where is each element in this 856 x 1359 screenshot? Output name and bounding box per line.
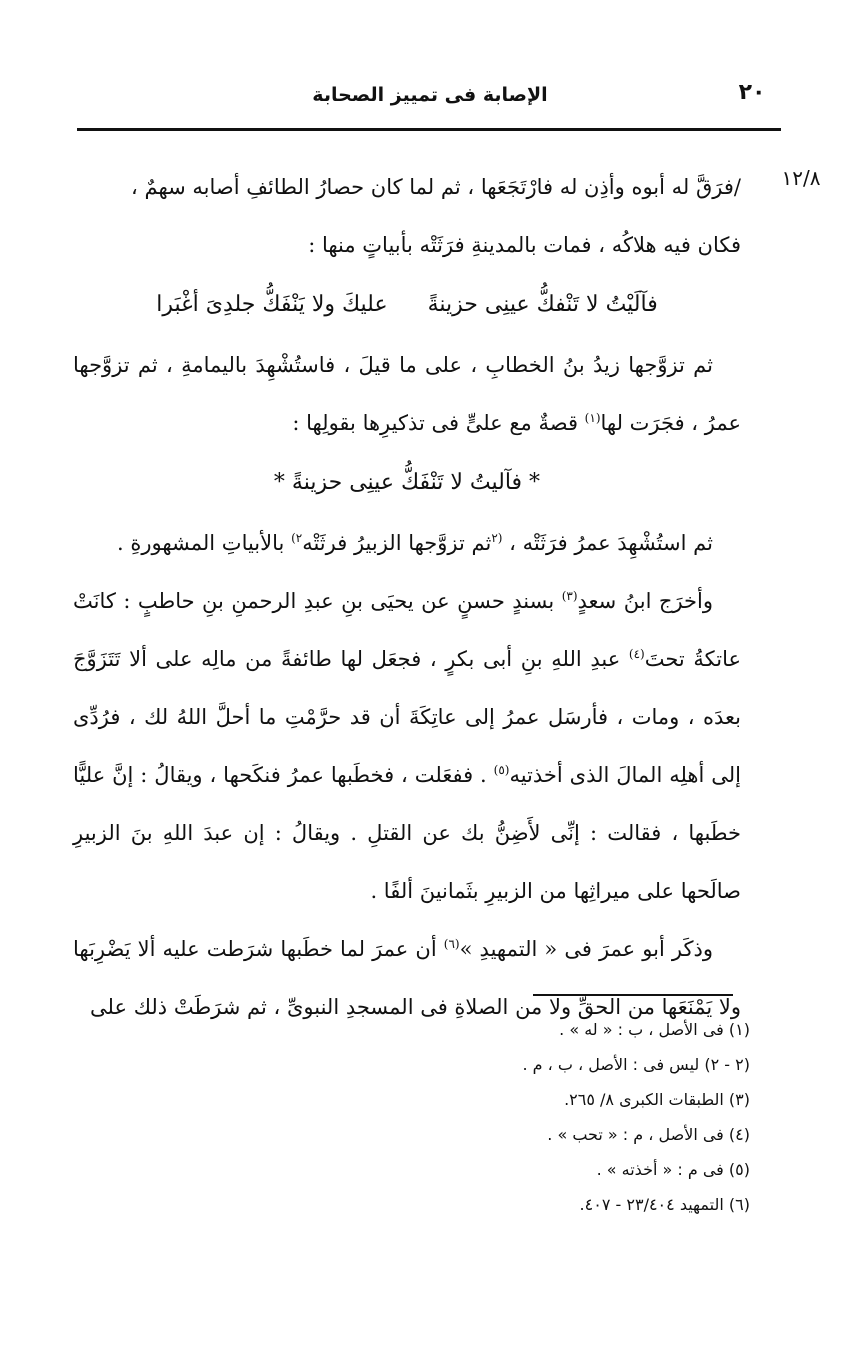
main-text: [73, 158, 741, 1036]
verse-1-second-hemistich: عليكَ ولا يَنْفَكُّ جلدِىَ أغْبَرا: [156, 292, 388, 317]
paragraph-4-text-b: بسندٍ حسنٍ عن يحيَى بنِ عبدِ الرحمنِ بنِ حاطبٍ : كانَتْ عاتكةُ تحتَ: [73, 589, 741, 671]
footnote-1: (١) فى الأصل ، ب : « له » .: [559, 1020, 750, 1039]
footnote-ref-5: (٥): [493, 763, 510, 777]
margin-reference: ١٢/٨: [781, 166, 821, 190]
running-header-title: الإصابة فى تمييز الصحابة: [312, 84, 548, 106]
paragraph-3: [73, 514, 741, 572]
footnote-ref-2-open: (٢: [491, 531, 503, 545]
header-rule: [77, 128, 781, 131]
paragraph-5-text-b: أن عمرَ لما خطَبها شرَطت عليه ألا يَضْرِبَها ولا يَمْنَعَها من الحقِّ ولا من الصلاةِ فى المسجدِ النبوىِّ ، ثم شرَطَتْ ذلك على: [73, 937, 741, 1019]
page-number: ٢٠: [738, 80, 766, 105]
paragraph-2-text-a: ثم تزوَّجها زيدُ بنُ الخطابِ ، على ما قيلَ ، فاستُشْهِدَ باليمامةِ ، ثم تزوَّجها عمرُ ، فجَرَت لها: [73, 353, 741, 435]
footnote-ref-2-close: ٢): [291, 531, 303, 545]
paragraph-5-text-a: وذكَر أبو عمرَ فى « التمهيدِ »: [459, 937, 714, 961]
footnote-2: (٢ - ٢) ليس فى : الأصل ، ب ، م .: [522, 1055, 750, 1074]
paragraph-3-text-b: ثم تزوَّجها الزبيرُ فرثَتْه: [302, 531, 492, 555]
paragraph-4-text-a: وأخرَج ابنُ سعدٍ: [577, 589, 713, 613]
paragraph-1-line-1: /فرَقَّ له أبوه وأذِن له فارْتَجَعَها ، ثم لما كان حصارُ الطائفِ أصابه سهمٌ ،: [131, 175, 741, 199]
footnote-5: (٥) فى م : « أخذته » .: [596, 1160, 750, 1179]
footnote-ref-6: (٦): [443, 937, 460, 951]
footnote-3: (٣) الطبقات الكبرى ٨/ ٢٦٥.: [564, 1090, 750, 1109]
footnotes: [300, 1012, 750, 1222]
footnote-6: (٦) التمهيد ٢٣/٤٠٤ - ٤٠٧.: [579, 1195, 750, 1214]
paragraph-4-text-d: . ففعَلت ، فخطَبها عمرُ فنكَحها ، ويقالُ : إنَّ عليًّا خطَبها ، فقالت : إنِّى لأَضِنُّ بك عن القتلِ . ويقالُ : إن عبدَ اللهِ بنَ الزبيرِ صالَحها على ميراثِها من الزبيرِ بثَمانينَ ألفًا .: [73, 763, 741, 903]
footnote-ref-4: (٤): [628, 647, 645, 661]
paragraph-3-text-a: ثم استُشْهِدَ عمرُ فرَثَتْه ،: [502, 531, 713, 555]
paragraph-4: [73, 572, 741, 920]
footnote-ref-1: (١): [584, 411, 601, 425]
footnote-4: (٤) فى الأصل ، م : « تحب » .: [547, 1125, 750, 1144]
verse-1: [73, 274, 741, 336]
paragraph-1-line-2: فكان فيه هلاكُه ، فمات بالمدينةِ فرَثَتْه بأبياتٍ منها :: [308, 233, 741, 257]
paragraph-3-text-c: بالأبياتِ المشهورةِ .: [117, 531, 292, 555]
verse-2: * فآليتُ لا تَنْفَكُّ عينِى حزينةً *: [273, 470, 541, 495]
footnote-ref-3: (٣): [561, 589, 578, 603]
footnote-separator: [533, 994, 733, 996]
paragraph-4-text-c: عبدِ اللهِ بنِ أبى بكرٍ ، فجعَل لها طائفةً من مالِه على ألا تَتَزَوَّجَ بعدَه ، ومات ، فأرسَل عمرُ إلى عاتِكَةَ أن قد حرَّمْتِ ما أحلَّ اللهُ لك ، فرُدِّى إلى أهلِه المالَ الذى أخذتيه: [73, 647, 741, 787]
verse-1-first-hemistich: فآلَيْتُ لا تَنْفكُّ عينِى حزينةً: [427, 292, 658, 317]
paragraph-2-text-b: قصةٌ مع علىٍّ فى تذكيرِها بقولِها :: [292, 411, 585, 435]
paragraph-2: [73, 336, 741, 452]
paragraph-1: [73, 158, 741, 274]
